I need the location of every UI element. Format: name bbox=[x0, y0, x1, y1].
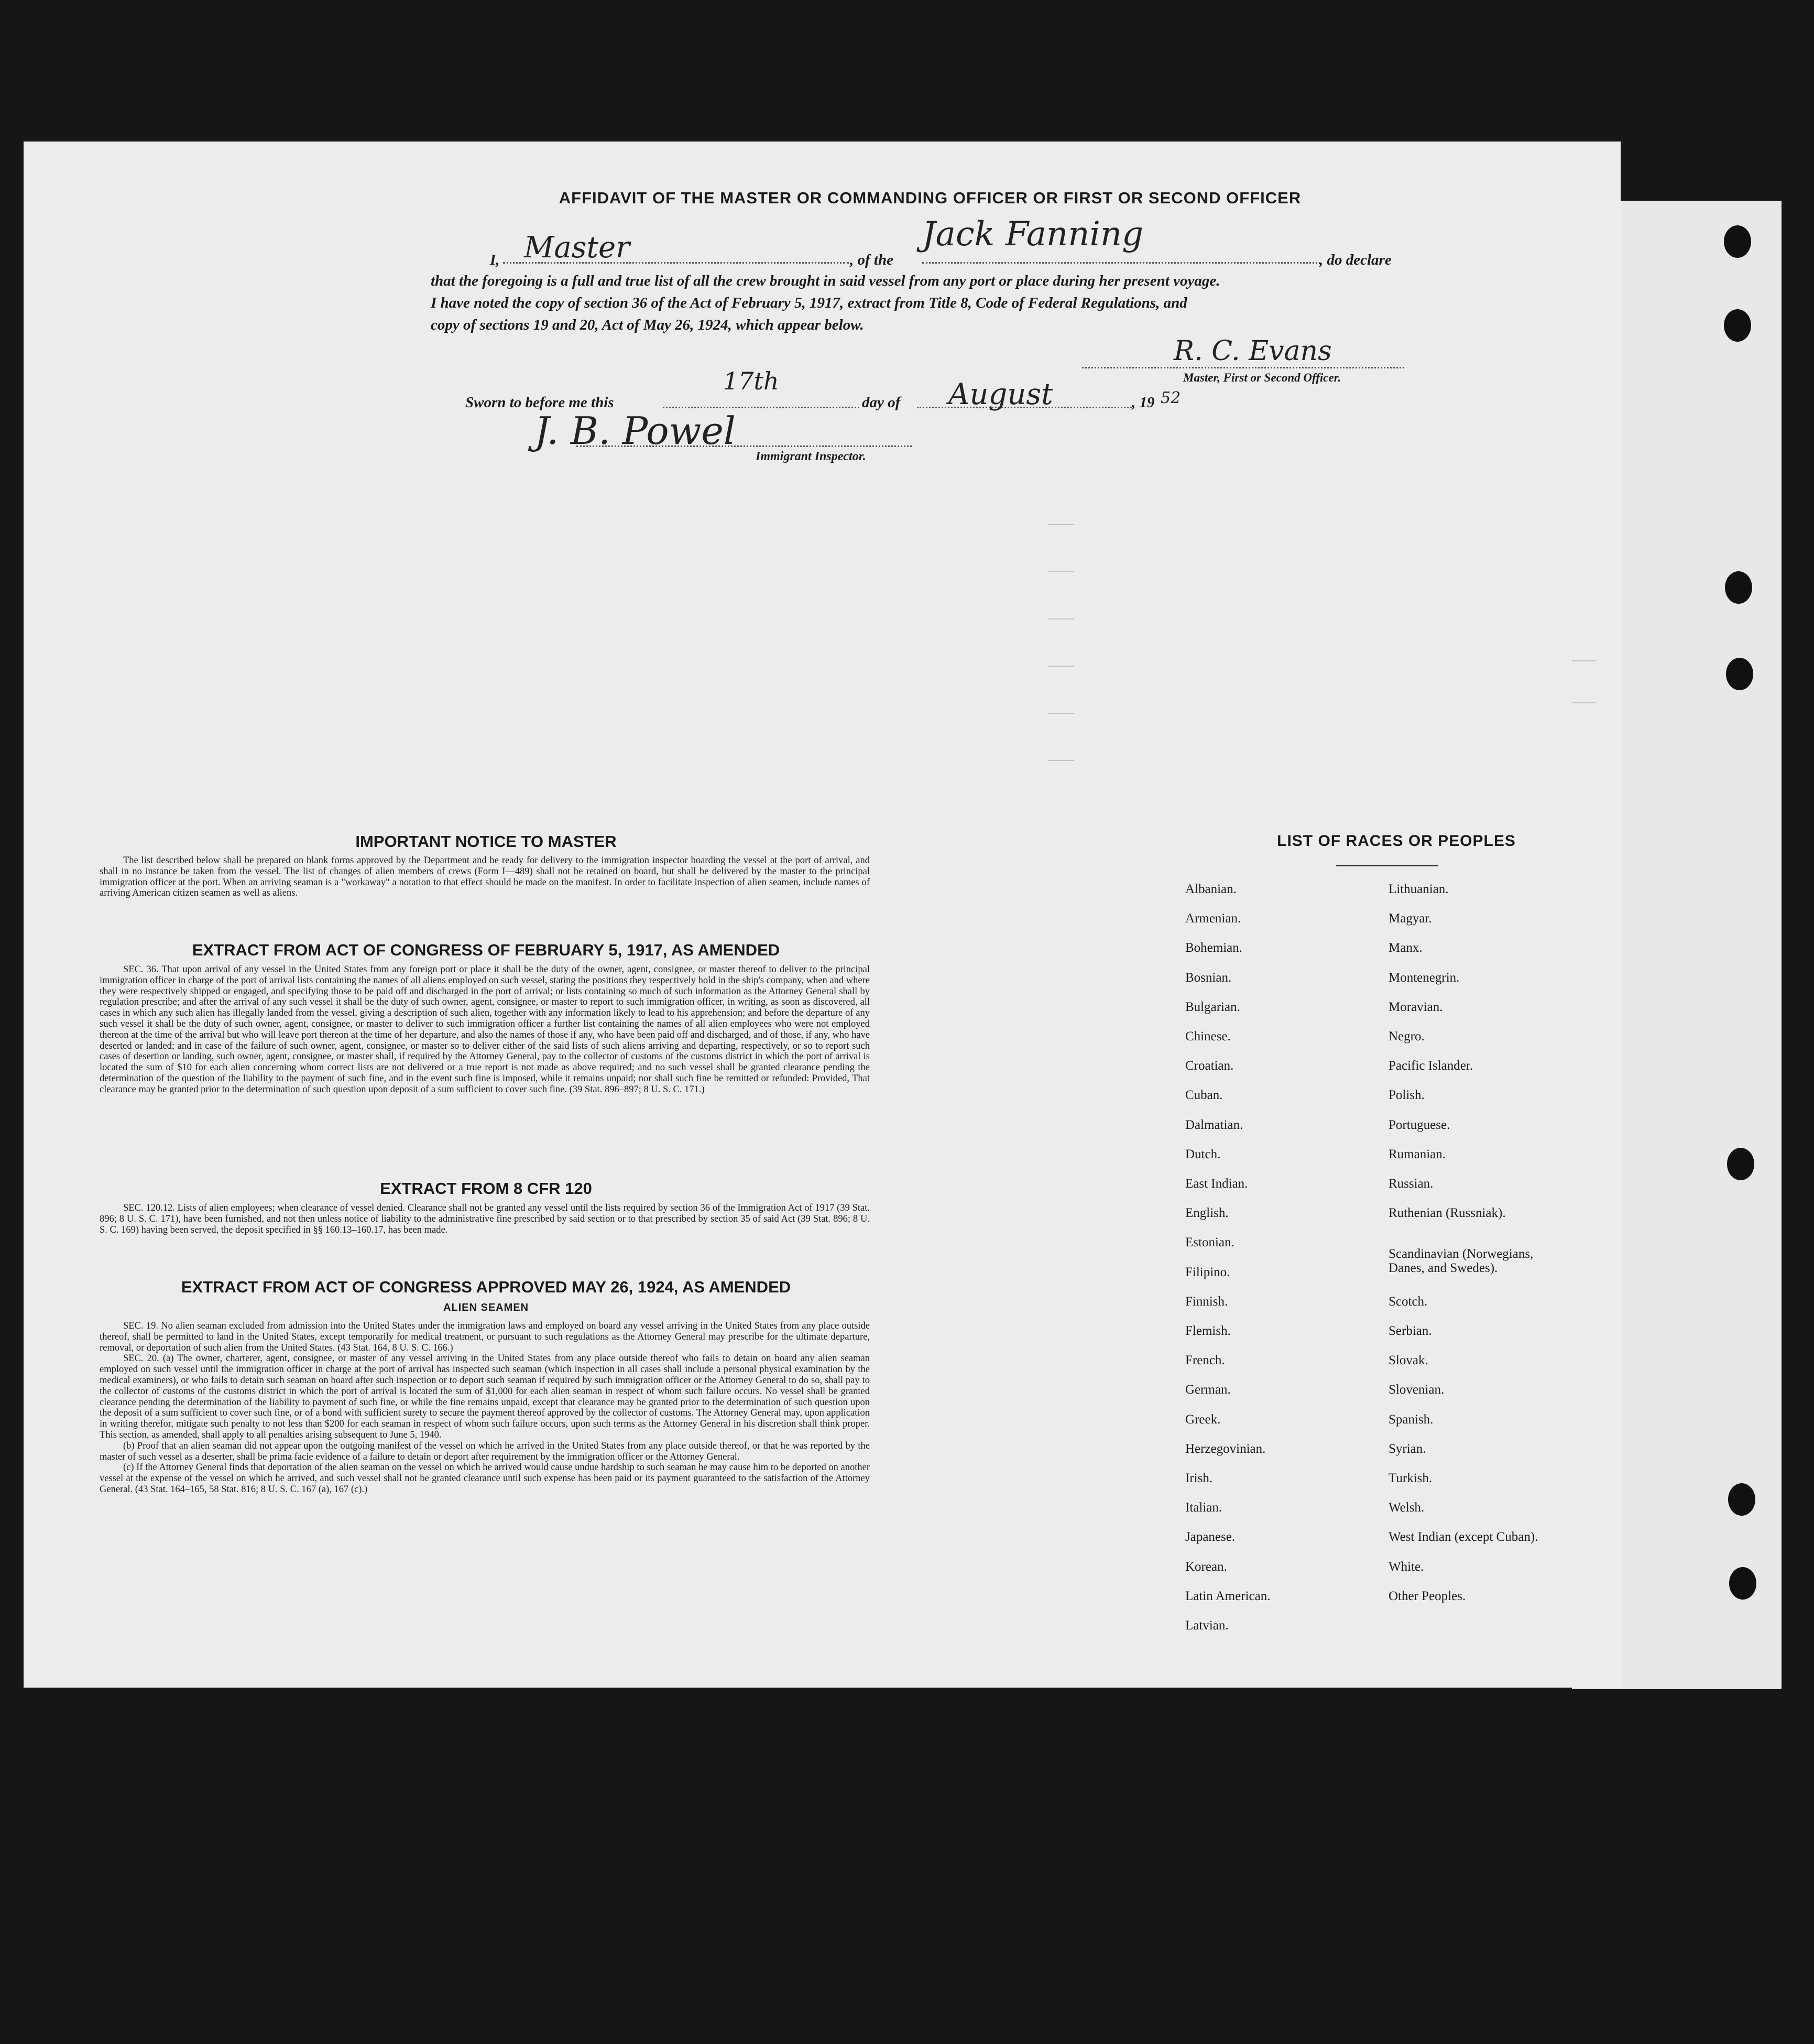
vessel-dotted-line bbox=[922, 262, 1320, 264]
race-item: English. bbox=[1185, 1206, 1229, 1221]
race-item: Latvian. bbox=[1185, 1618, 1229, 1633]
race-item: Portuguese. bbox=[1389, 1117, 1450, 1132]
race-item: Cuban. bbox=[1185, 1088, 1223, 1103]
races-title: LIST OF RACES OR PEOPLES bbox=[1277, 832, 1516, 850]
race-item: Herzegovinian. bbox=[1185, 1441, 1266, 1456]
sec-20b-text: (b) Proof that an alien seaman did not appear upon the outgoing manifest of the vessel on which he arrived in the United States from any place outside thereof, or that he was reported by the master of such vessel as a deserter, shall be prima facie evidence of a failure to detain or deport after requirement by the immigration officer or the Attorney General. bbox=[100, 1440, 870, 1462]
extract-cfr-text: SEC. 120.12. Lists of alien employees; when clearance of vessel denied. Clearance shall not be granted any vessel until the lists required by section 36 of the Immigration Act of 1917 (39 Stat. 896; 8 U. S. C. 171), have been furnished, and not then unless notice of liability to the administrative fine prescribed by said section or to that prescribed by section 35 of said Act (39 Stat. 896; 8 U. S. C. 169) having been served, the deposit specified in §§ 160.13–160.17, has been made. bbox=[100, 1203, 870, 1235]
race-item: Chinese. bbox=[1185, 1029, 1231, 1043]
inspector-signature: J. B. Powel bbox=[534, 409, 736, 453]
of-the-label: , of the bbox=[850, 252, 893, 268]
sec-20a-text: SEC. 20. (a) The owner, charterer, agent, consignee, or master of any vessel arriving in the United States from any place outside thereof who fails to detain on board any alien seaman employed on such vessel until the immigration officer in charge at the port of arrival has inspected such seaman (which inspection in all cases shall include a personal physical examination by the medical examiners), or who fails to detain such seaman on board after such inspection or to deport such seaman if required by such immigration officer or the Attorney General to do so, shall pay to the collector of customs of the customs district in which the port of arrival is located the sum of $1,000 for each alien seaman in respect of whom such failure occurs. No vessel shall be granted clearance pending the determination of the liability to payment of such fine, or while the fine remains unpaid, except that clearance may be granted prior to the determination of such question upon the deposit of a sum sufficient to cover such fine, or of a bond with sufficient surety to secure the payment thereof approved by the collector of customs. The Attorney General may, upon application in writing therefor, mitigate such penalty to not less than $200 for each seaman in respect of whom such failure occurs, upon such terms as the Attorney General in his discretion shall think proper. This section, as amended, shall apply to all penalties arising subsequent to June 5, 1940. bbox=[100, 1353, 870, 1440]
sworn-label: Sworn to before me this bbox=[465, 394, 614, 411]
affidavit-title: AFFIDAVIT OF THE MASTER OR COMMANDING OFFICER OR FIRST OR SECOND OFFICER bbox=[559, 189, 1302, 207]
race-item: Slovak. bbox=[1389, 1353, 1428, 1368]
master-caption: Master, First or Second Officer. bbox=[1183, 371, 1341, 384]
race-item: Magyar. bbox=[1389, 911, 1432, 926]
year-handwriting: 52 bbox=[1161, 389, 1181, 407]
race-item: Ruthenian (Russniak). bbox=[1389, 1206, 1506, 1221]
extract-cfr-title: EXTRACT FROM 8 CFR 120 bbox=[380, 1179, 592, 1198]
race-item: Polish. bbox=[1389, 1088, 1425, 1103]
affidavit-line-3: I have noted the copy of section 36 of the Act of February 5, 1917, extract from Title 8, Code of Federal Regulations, and bbox=[431, 295, 1187, 311]
guide-mark bbox=[1048, 618, 1074, 619]
race-item: Pacific Islander. bbox=[1389, 1059, 1473, 1073]
race-item: Filipino. bbox=[1185, 1265, 1230, 1279]
month-handwriting: August bbox=[948, 377, 1053, 411]
punch-hole bbox=[1728, 1483, 1755, 1516]
year-prefix: , 19 bbox=[1132, 394, 1155, 411]
name-handwriting: Master bbox=[524, 231, 630, 265]
do-declare-label: , do declare bbox=[1319, 252, 1392, 268]
race-item: Manx. bbox=[1389, 941, 1423, 955]
race-item: Scotch. bbox=[1389, 1294, 1428, 1309]
race-item: West Indian (except Cuban). bbox=[1389, 1530, 1538, 1545]
punch-hole bbox=[1724, 225, 1751, 258]
race-item: Albanian. bbox=[1185, 882, 1237, 896]
race-item: Greek. bbox=[1185, 1412, 1221, 1427]
vessel-handwriting: Jack Fanning bbox=[922, 215, 1144, 254]
race-item: Italian. bbox=[1185, 1501, 1222, 1515]
race-item: Korean. bbox=[1185, 1559, 1227, 1574]
guide-mark bbox=[1048, 760, 1074, 761]
race-item: Welsh. bbox=[1389, 1501, 1425, 1515]
punch-hole bbox=[1729, 1567, 1756, 1600]
day-handwriting: 17th bbox=[723, 367, 779, 395]
race-item: Moravian. bbox=[1389, 999, 1443, 1014]
guide-mark bbox=[1572, 702, 1596, 703]
race-item: Japanese. bbox=[1185, 1530, 1236, 1545]
notice-text: The list described below shall be prepared on blank forms approved by the Department and be ready for delivery to the immigration inspector boarding the vessel at the port of arrival, and shall in no instance be taken from the vessel. The list of changes of alien members of crews (Form I—489) shall not be retained on board, but shall be delivered by the master to the principal immigration officer at the port. When an arriving seaman is a "workaway" a notation to that effect should be made on the manifest. In order to facilitate inspection of alien seamen, include names of arriving American citizen seamen as well as aliens. bbox=[100, 855, 870, 899]
race-item: Lithuanian. bbox=[1389, 882, 1449, 896]
race-item: Bohemian. bbox=[1185, 941, 1243, 955]
race-item: German. bbox=[1185, 1383, 1231, 1397]
race-item: Bosnian. bbox=[1185, 970, 1232, 985]
race-item: White. bbox=[1389, 1559, 1424, 1574]
race-item: Spanish. bbox=[1389, 1412, 1434, 1427]
alien-seamen-subtitle: ALIEN SEAMEN bbox=[443, 1302, 529, 1313]
race-item: Estonian. bbox=[1185, 1235, 1234, 1250]
race-item: Dalmatian. bbox=[1185, 1117, 1243, 1132]
race-item: Flemish. bbox=[1185, 1324, 1231, 1338]
punch-hole bbox=[1726, 658, 1753, 690]
master-signature-line bbox=[1082, 367, 1404, 368]
race-item: Montenegrin. bbox=[1389, 970, 1460, 985]
guide-mark bbox=[1572, 660, 1596, 661]
guide-mark bbox=[1048, 713, 1074, 714]
extract-1917-text: SEC. 36. That upon arrival of any vessel in the United States from any foreign port or place it shall be the duty of the owner, agent, consignee, or master thereof to deliver to the principal immigration officer in charge of the port of arrival lists containing the names of all aliens employed on such vessel, stating the positions they respectively hold in the ship's company, when and where they were respectively shipped or engaged, and specifying those to be paid off and discharged in the port of arrival; or lists containing so much of such information as the Attorney General shall by regulation prescribe; and after the arrival of any such vessel it shall be the duty of such owner, agent, consignee, or master to report to such immigration officer, in writing, as soon as discovered, all cases in which any such alien has illegally landed from the vessel, giving a description of such alien, together with any information likely to lead to his apprehension; and before the departure of any such vessel it shall be the duty of such owner, agent, consignee, or master to deliver to such immigration officer a further list containing the names of all alien employees who were not employed thereon at the time of the arrival but who will leave port thereon at the time of her departure, and also the names of those if any, who have been paid off and discharged, and of those, if any, who have deserted or landed; and in case of the failure of such owner, agent, consignee, or master so to deliver either of the said lists of such aliens arriving and departing, respectively, or so to report such cases of desertion or landing, such owner, agent, consignee, or master shall, if required by the Attorney General, pay to the collector of customs of the customs district in which the port of arrival is located the sum of $10 for each alien concerning whom correct lists are not delivered or a true report is not made as above required; and no such vessel shall be granted clearance pending the determination of the question of the liability to the payment of such fine, and in the event such fine is imposed, while it remains unpaid; nor shall such fine be remitted or refunded: Provided, That clearance may be granted prior to the determination of such question upon deposit of a sum sufficient to cover such fine. (39 Stat. 896–897; 8 U. S. C. 171.) bbox=[100, 964, 870, 1095]
race-item: Rumanian. bbox=[1389, 1147, 1446, 1161]
race-item: Finnish. bbox=[1185, 1294, 1228, 1309]
race-item: Armenian. bbox=[1185, 911, 1241, 926]
race-item: Negro. bbox=[1389, 1029, 1425, 1043]
day-dotted-line bbox=[663, 407, 859, 408]
affidavit-line-4: copy of sections 19 and 20, Act of May 26, 1924, which appear below. bbox=[431, 317, 864, 333]
race-item: Slovenian. bbox=[1389, 1383, 1445, 1397]
race-item: Dutch. bbox=[1185, 1147, 1221, 1161]
race-item: Syrian. bbox=[1389, 1441, 1426, 1456]
punch-hole bbox=[1724, 309, 1751, 342]
race-item: Scandinavian (Norwegians, Danes, and Swedes). bbox=[1389, 1247, 1534, 1276]
race-item: Latin American. bbox=[1185, 1589, 1271, 1603]
guide-mark bbox=[1048, 524, 1074, 525]
affidavit-line-2: that the foregoing is a full and true list of all the crew brought in said vessel from any port or place during her present voyage. bbox=[431, 273, 1220, 289]
i-label: I, bbox=[490, 252, 500, 268]
extract-1924-title: EXTRACT FROM ACT OF CONGRESS APPROVED MAY 26, 1924, AS AMENDED bbox=[181, 1278, 791, 1296]
sec-19-text: SEC. 19. No alien seaman excluded from admission into the United States under the immigration laws and employed on board any vessel arriving in the United States from any place outside thereof, shall be permitted to land in the United States, except temporarily for medical treatment, or pursuant to such regulations as the Attorney General may prescribe for the ultimate departure, removal, or deportation of such alien from the United States. (43 Stat. 164, 8 U. S. C. 166.) bbox=[100, 1321, 870, 1353]
race-item: Turkish. bbox=[1389, 1471, 1433, 1485]
master-signature: R. C. Evans bbox=[1174, 335, 1332, 367]
race-item: Other Peoples. bbox=[1389, 1589, 1466, 1603]
races-title-rule bbox=[1336, 865, 1438, 866]
guide-mark bbox=[1048, 571, 1074, 572]
extract-1924-body bbox=[100, 1321, 870, 1495]
notice-title: IMPORTANT NOTICE TO MASTER bbox=[355, 832, 617, 851]
race-item: Irish. bbox=[1185, 1471, 1213, 1485]
sec-20c-text: (c) If the Attorney General finds that deportation of the alien seaman on the vessel on which he arrived would cause undue hardship to such seaman he may cause him to be deported on another vessel at the expense of the vessel on which he arrived, and such vessel shall not be granted clearance until such expense has been paid or its payment guaranteed to the satisfaction of the Attorney General. (43 Stat. 164–165, 58 Stat. 816; 8 U. S. C. 167 (a), 167 (c).) bbox=[100, 1462, 870, 1495]
punch-hole bbox=[1727, 1148, 1754, 1180]
race-item: East Indian. bbox=[1185, 1177, 1248, 1191]
race-item: French. bbox=[1185, 1353, 1225, 1368]
race-item: Russian. bbox=[1389, 1177, 1434, 1191]
guide-mark bbox=[1048, 666, 1074, 667]
inspector-caption: Immigrant Inspector. bbox=[756, 450, 866, 463]
extract-1917-title: EXTRACT FROM ACT OF CONGRESS OF FEBRUARY 5, 1917, AS AMENDED bbox=[192, 941, 780, 959]
race-item: Bulgarian. bbox=[1185, 999, 1240, 1014]
punch-hole bbox=[1725, 571, 1752, 604]
race-item: Serbian. bbox=[1389, 1324, 1432, 1338]
race-item: Croatian. bbox=[1185, 1059, 1234, 1073]
day-of-label: day of bbox=[862, 394, 901, 411]
